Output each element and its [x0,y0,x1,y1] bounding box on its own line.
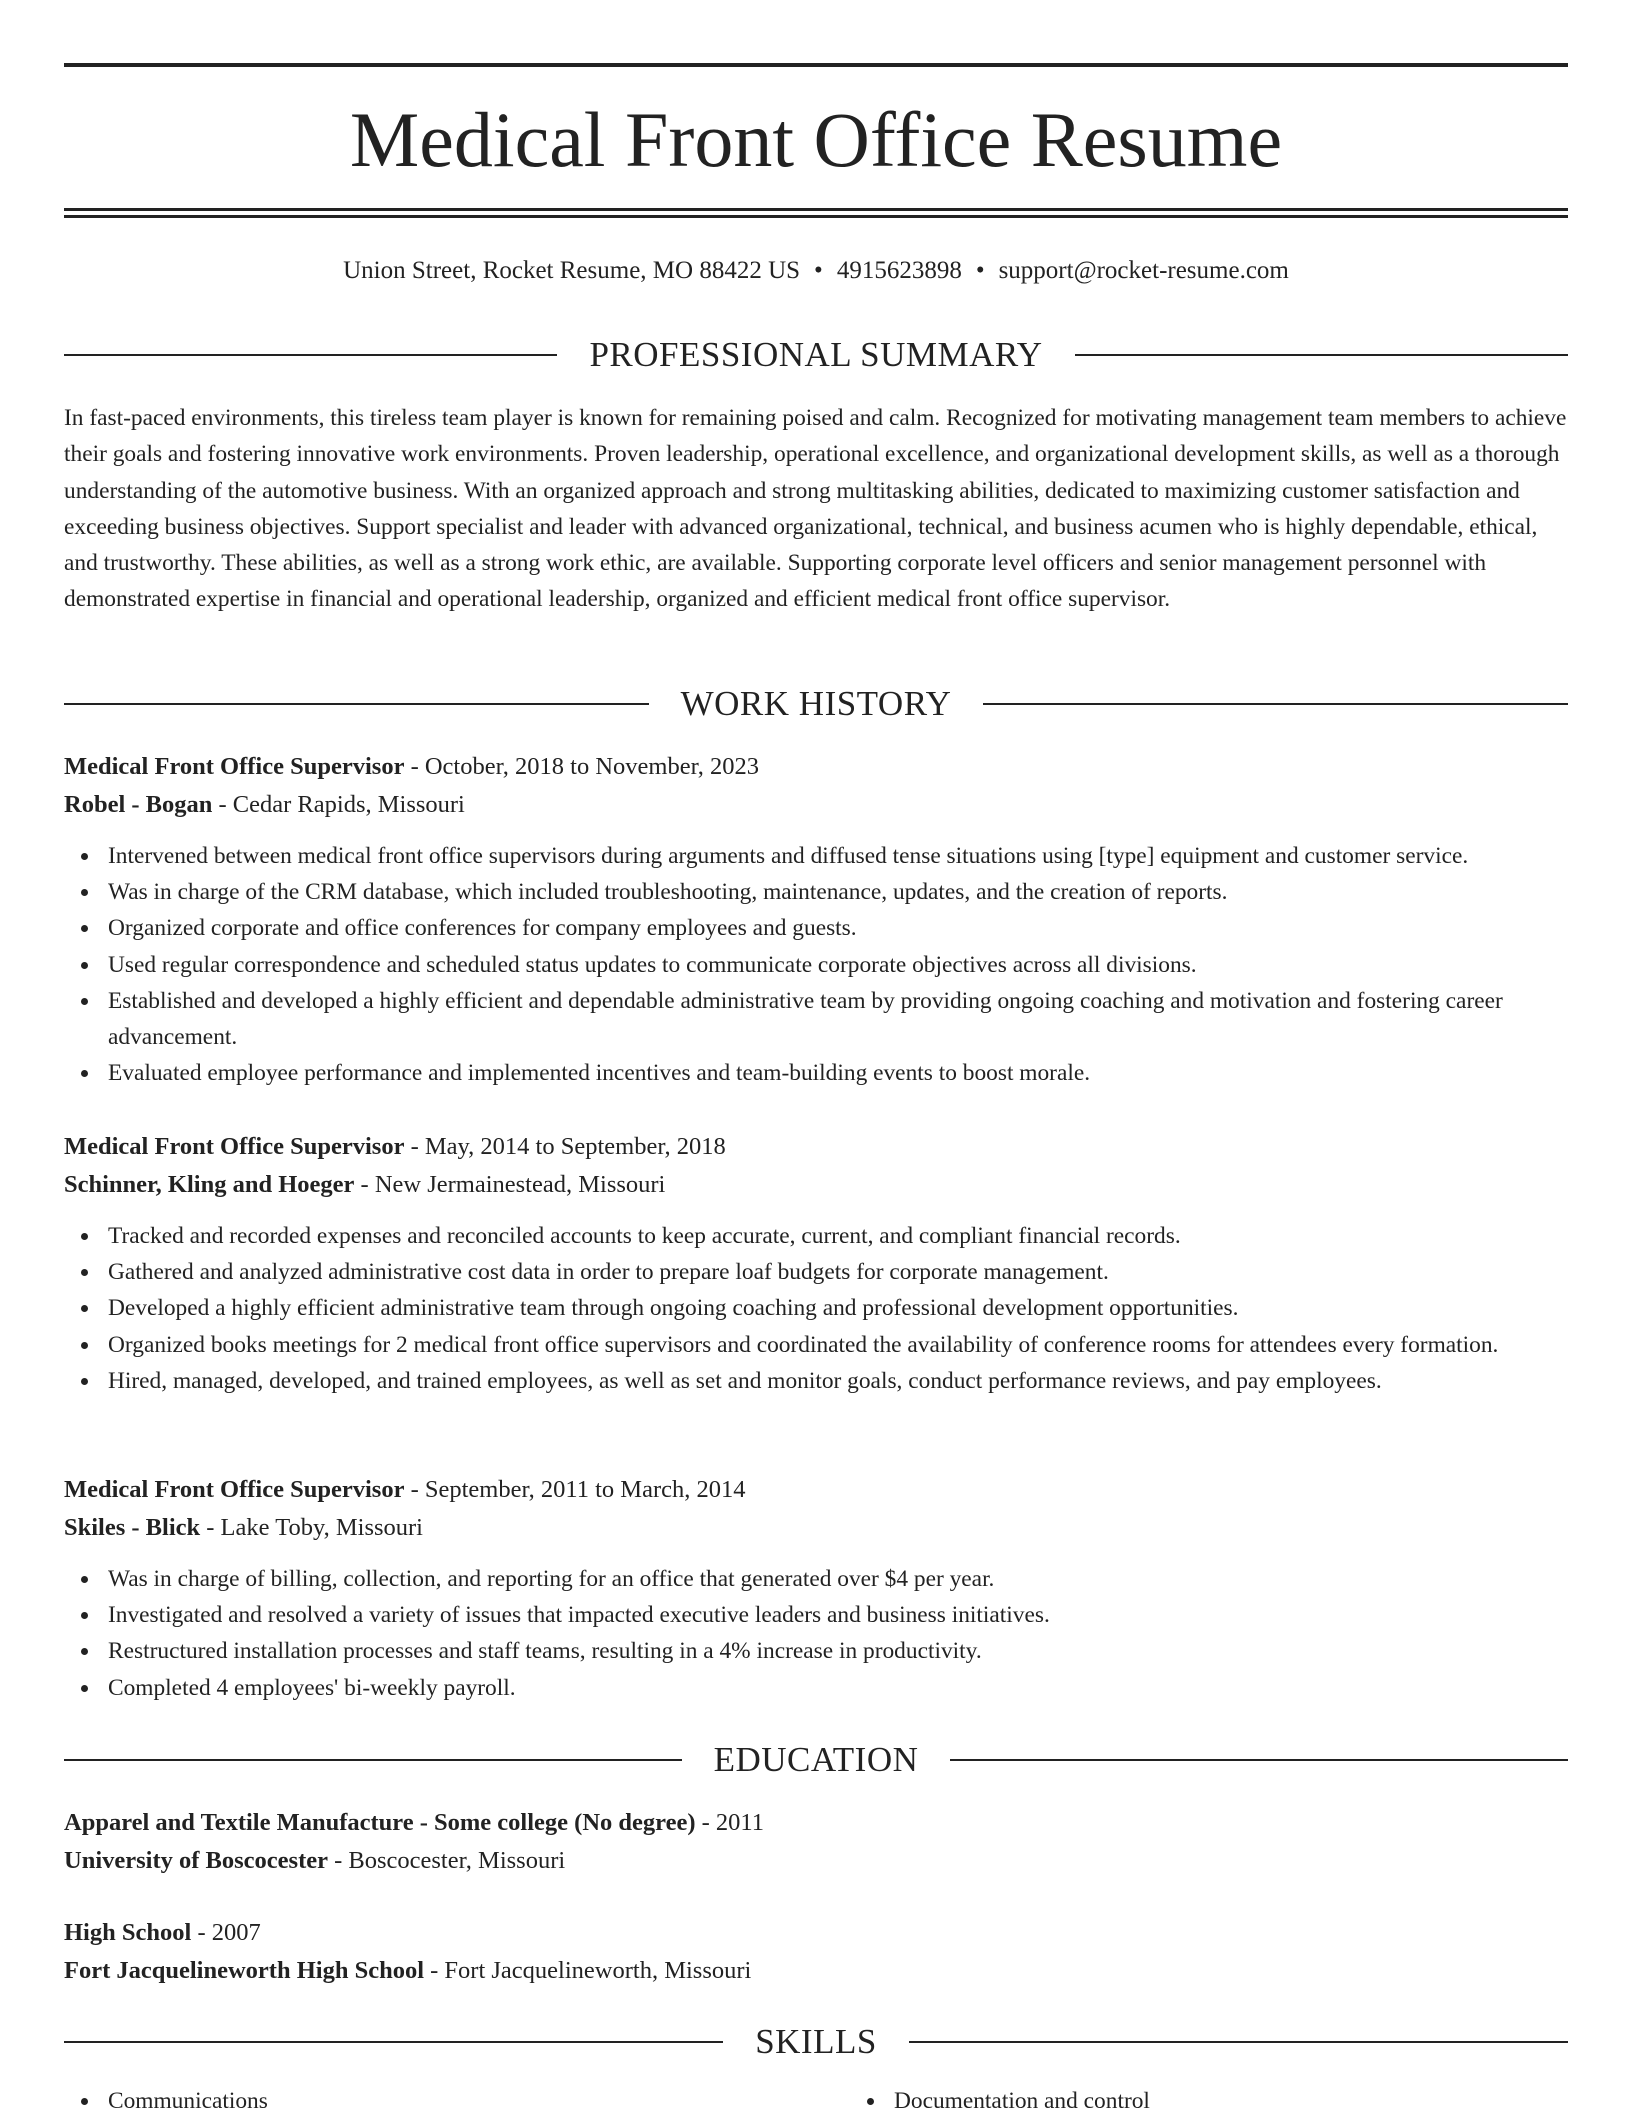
job-location: - Lake Toby, Missouri [206,1514,423,1541]
education-degree: Apparel and Textile Manufacture - Some college (No degree) [64,1809,696,1836]
skill-item: Documentation and control [894,2083,1632,2119]
section-rule [909,2041,1568,2043]
education-year: - 2007 [197,1919,261,1946]
education-school-line [64,1842,1568,1880]
job-title-line [64,748,1568,786]
skills-list [64,2083,1568,2119]
summary-text: In fast-paced environments, this tireless team player is known for remaining poised and calm. Recognized for motivating management team members to achieve their goals and fostering innovative work environments. Proven leadership, operational excellence, and organizational development skills, as well as a thorough understanding of the automotive business. With an organized approach and strong multitasking abilities, dedicated to maximizing customer satisfaction and exceeding business objectives. Support specialist and leader with advanced organizational, technical, and business acumen who is highly dependable, ethical, and trustworthy. These abilities, as well as a strong work ethic, are available. Supporting corporate level officers and senior management personnel with demonstrated expertise in financial and operational leadership, organized and efficient medical front office supervisor. [64,405,1567,613]
section-rule [64,354,557,356]
job-company-line [64,786,1568,824]
list-item: Was in charge of the CRM database, which included troubleshooting, maintenance, updates, and the creation of reports. [108,874,1568,910]
education-degree: High School [64,1919,192,1946]
education-entry [64,1804,1568,1880]
list-item: Was in charge of billing, collection, and reporting for an office that generated over $4 per year. [108,1561,1568,1597]
job-bullets [64,1561,1568,1706]
list-item: Established and developed a highly efficient and dependable administrative team by providing ongoing coaching and motivation and fostering career advancement. [108,983,1568,1055]
job-location: - New Jermainestead, Missouri [360,1171,666,1198]
education-entry [64,1914,1568,1990]
list-item: Tracked and recorded expenses and reconciled accounts to keep accurate, current, and compliant financial records. [108,1218,1568,1254]
list-item: Hired, managed, developed, and trained employees, as well as set and monitor goals, conduct performance reviews, and pay employees. [108,1363,1568,1399]
job-dates: - October, 2018 to November, 2023 [410,753,760,780]
contact-email: support@rocket-resume.com [998,257,1289,284]
job-location: - Cedar Rapids, Missouri [218,791,465,818]
separator-dot: • [975,257,985,284]
list-item: Evaluated employee performance and implemented incentives and team-building events to boost morale. [108,1055,1568,1091]
job-title: Medical Front Office Supervisor [64,1476,405,1503]
contact-line [64,253,1568,289]
resume-title: Medical Front Office Resume [349,96,1283,183]
contact-address: Union Street, Rocket Resume, MO 88422 US [343,257,801,284]
section-title: EDUCATION [713,1740,919,1779]
section-header-summary [64,333,1568,377]
section-title: SKILLS [755,2022,877,2061]
section-header-work [64,682,1568,726]
education-school-line [64,1952,1568,1990]
list-item: Restructured installation processes and staff teams, resulting in a 4% increase in productivity. [108,1633,1568,1669]
education-degree-line [64,1804,1568,1842]
education-school: University of Boscocester [64,1847,328,1874]
list-item: Developed a highly efficient administrative team through ongoing coaching and professional development opportunities. [108,1290,1568,1326]
education-location: - Fort Jacquelineworth, Missouri [430,1957,752,1984]
education-year: - 2011 [701,1809,764,1836]
job-entry [64,748,1568,1091]
job-company: Skiles - Blick [64,1514,201,1541]
job-bullets [64,838,1568,1091]
list-item: Intervened between medical front office supervisors during arguments and diffused tense situations using [type] equipment and customer service. [108,838,1568,874]
section-rule [983,703,1568,705]
section-title: PROFESSIONAL SUMMARY [589,335,1043,374]
education-school: Fort Jacquelineworth High School [64,1957,425,1984]
job-entry [64,1471,1568,1706]
job-dates: - September, 2011 to March, 2014 [410,1476,746,1503]
section-rule [1075,354,1568,356]
contact-phone: 4915623898 [836,257,962,284]
job-title-line [64,1471,1568,1509]
job-entry [64,1128,1568,1399]
list-item: Organized books meetings for 2 medical front office supervisors and coordinated the availability of conference rooms for attendees every formation. [108,1327,1568,1363]
separator-dot: • [814,257,823,284]
job-bullets [64,1218,1568,1399]
job-company: Robel - Bogan [64,791,213,818]
section-title: WORK HISTORY [680,684,952,723]
section-rule [64,2041,723,2043]
top-rule [64,63,1568,67]
list-item: Organized corporate and office conferences for company employees and guests. [108,910,1568,946]
skills-column-left [64,2083,850,2119]
skills-column-right [850,2083,1632,2119]
job-title-line [64,1128,1568,1166]
section-rule [950,1759,1568,1761]
title-double-rule [64,208,1568,218]
section-rule [64,703,649,705]
job-company-line [64,1509,1568,1547]
list-item: Gathered and analyzed administrative cost data in order to prepare loaf budgets for corporate management. [108,1254,1568,1290]
section-rule [64,1759,682,1761]
list-item: Used regular correspondence and scheduled status updates to communicate corporate objectives across all divisions. [108,947,1568,983]
education-location: - Boscocester, Missouri [334,1847,566,1874]
job-title: Medical Front Office Supervisor [64,1133,405,1160]
list-item: Investigated and resolved a variety of issues that impacted executive leaders and business initiatives. [108,1597,1568,1633]
section-header-education [64,1738,1568,1782]
job-title: Medical Front Office Supervisor [64,753,405,780]
education-degree-line [64,1914,1568,1952]
job-dates: - May, 2014 to September, 2018 [410,1133,726,1160]
job-company: Schinner, Kling and Hoeger [64,1171,355,1198]
section-header-skills [64,2020,1568,2064]
skill-item: Communications [108,2083,850,2119]
list-item: Completed 4 employees' bi-weekly payroll. [108,1670,1568,1706]
job-company-line [64,1166,1568,1204]
